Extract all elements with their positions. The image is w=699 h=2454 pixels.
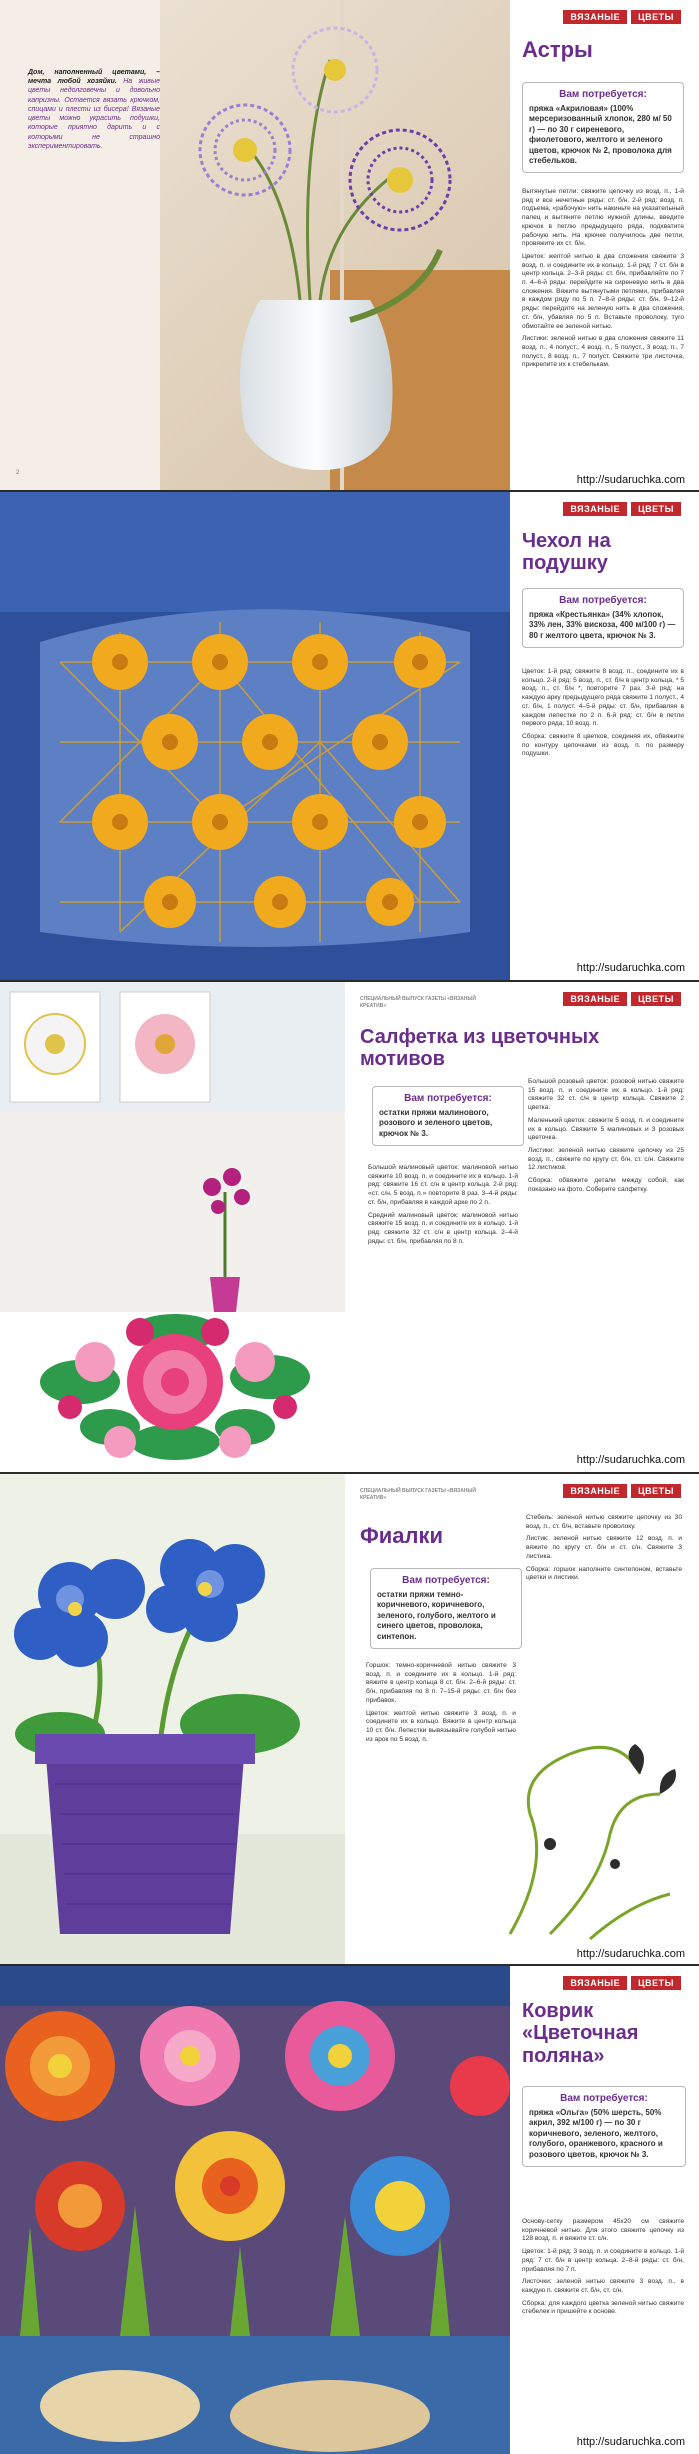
- materials-box: [372, 1086, 524, 1146]
- materials-body: остатки пряжи малинового, розового и зеленого цветов, крючок № 3.: [379, 1108, 493, 1138]
- violets-photo: [0, 1474, 345, 1964]
- instructions-left: [368, 1164, 518, 1250]
- page-title: Коврик «Цветочная поляна»: [522, 2000, 639, 2067]
- instruction-paragraph: Цветок: 1-й ряд: 3 возд. п. и соедините в кольцо. 1-й ряд: 7 ст. б/н в центр кольца. 2–8-й ряды: ст. б/н, прибавляя по 7 п.: [522, 2248, 684, 2273]
- instruction-paragraph: Вытянутые петли: свяжите цепочку из возд. п., 1-й ряд и все нечетные ряды: ст. б/н. 2-й ряд: возд. п. подъема, «рабочую» нить накиньте на указательный палец и вытяните петлю нужной длины, введите крючок в петлю предыдущего ряда, подхватите рабочую нить. На крючке получилось две петли, провяжите их ст. б/н.: [522, 188, 684, 248]
- materials-body: пряжа «Крестьянка» (34% хлопок, 33% лен, 33% вискоза, 400 м/100 г) — 80 г желтого цвета, крючок № 3.: [529, 610, 676, 640]
- materials-heading: Вам потребуется:: [559, 595, 647, 606]
- page-rug: [0, 1966, 699, 2454]
- magazine-line: СПЕЦИАЛЬНЫЙ ВЫПУСК ГАЗЕТЫ «ВЯЗАНЫЙ КРЕАТИВ»: [360, 996, 476, 1009]
- instruction-paragraph: Листик: зеленой нитью свяжите 12 возд. п. и вяжите по кругу ст. б/н и ст. с/н. Свяжите 3 листика.: [526, 1535, 682, 1560]
- intro-body: На живые цветы недолговечны и довольно капризны. Остается вязать крючком, спицами и плести из бисера! Вязаные цветы можно украсить подушки, которые приятно дарить и с которыми не страшно экспериментировать.: [28, 78, 160, 150]
- page-title: Астры: [522, 37, 593, 62]
- section-tag: ВЯЗАНЫЕ ЦВЕТЫ: [563, 1484, 681, 1498]
- materials-heading: Вам потребуется:: [559, 89, 647, 100]
- materials-heading: Вам потребуется:: [560, 2093, 648, 2104]
- instruction-paragraph: Листики: зеленой нитью свяжите цепочку из 25 возд. п., свяжите по кругу ст. б/н, ст. с/н. Свяжите 12 листиков.: [528, 1146, 684, 1172]
- source-url[interactable]: http://sudaruchka.com: [576, 962, 685, 974]
- materials-heading: Вам потребуется:: [404, 1093, 492, 1104]
- instruction-paragraph: Листики: зеленой нитью в два сложения свяжите 11 возд. п., 4 полуст., 4 возд. п., 5 полуст., 3 возд. п., 7 полуст., 8 возд. п., 7 полуст. Свяжите три листочка, прикрепите их к стебелькам.: [522, 335, 684, 369]
- materials-heading: Вам потребуется:: [402, 1575, 490, 1586]
- materials-box: [522, 588, 684, 648]
- page-title: Фиалки: [360, 1523, 444, 1548]
- section-tag: ВЯЗАНЫЕ ЦВЕТЫ: [563, 502, 681, 516]
- page-violets: [0, 1474, 699, 1964]
- magazine-line: СПЕЦИАЛЬНЫЙ ВЫПУСК ГАЗЕТЫ «ВЯЗАНЫЙ КРЕАТИВ»: [360, 1488, 476, 1501]
- instruction-paragraph: Листочки: зеленой нитью свяжите 3 возд. п., в каждую п. свяжите ст. б/н, ст. с/н.: [522, 2278, 684, 2294]
- instruction-paragraph: Сборка: свяжите 8 цветков, соединяя их, обвяжите по контуру цепочками из возд. п. по размеру подушки.: [522, 732, 684, 758]
- section-tag: ВЯЗАНЫЕ ЦВЕТЫ: [563, 10, 681, 24]
- instructions: [522, 188, 684, 374]
- instructions: [522, 668, 684, 763]
- source-url[interactable]: http://sudaruchka.com: [576, 1948, 685, 1960]
- section-tag: ВЯЗАНЫЕ ЦВЕТЫ: [563, 992, 681, 1006]
- instructions: [522, 2218, 684, 2321]
- materials-body: пряжа «Акриловая» (100% мерсеризованный хлопок, 280 м/ 50 г) — по 30 г сиреневого, фиолетового, желтого и зеленого цветов, крючок № 2, проволока для стебельков.: [529, 104, 672, 165]
- instructions-right: [526, 1514, 682, 1587]
- source-url[interactable]: http://sudaruchka.com: [576, 2436, 685, 2448]
- swirl-ornament: [490, 1714, 690, 1944]
- instruction-paragraph: Цветок: желтой нитью свяжите 3 возд. п. и соедините их в кольцо. Вяжите в центр кольца 10 ст. б/н. Лепестки вывязывайте голубой нитью из арок по 5 возд. п.: [366, 1709, 516, 1743]
- source-url[interactable]: http://sudaruchka.com: [576, 1454, 685, 1466]
- intro-title: Дом, наполненный цветами, – мечта любой хозяйки.: [28, 69, 160, 86]
- instructions-right: [528, 1078, 684, 1198]
- section-tag: ВЯЗАНЫЕ ЦВЕТЫ: [563, 1976, 681, 1990]
- instruction-paragraph: Большой малиновый цветок: малиновой нитью свяжите 10 возд. п. и соедините их в кольцо. 1-й ряд: свяжите 16 ст. с/н в центр кольца. 2-й ряд: «ст. с/н, 5 возд. п.» повторите 8 раз. 3–4-й ряды: ст. б/н, прибавляя в каждой арке по 2 п.: [368, 1164, 518, 1206]
- materials-body: остатки пряжи темно-коричневого, коричневого, зеленого, голубого, желтого и синего цветов, проволока, синтепон.: [377, 1590, 496, 1641]
- page-cushion: [0, 492, 699, 980]
- instruction-paragraph: Основу-сетку размером 45х20 см свяжите коричневой нитью. Для этого свяжите цепочку из 128 возд. п. и вяжите ст. с/н.: [522, 2218, 684, 2243]
- page-title: Чехол на подушку: [522, 530, 611, 575]
- doily-photo: [0, 982, 345, 1472]
- instruction-paragraph: Средний малиновый цветок: малиновой нитью свяжите 15 возд. п. и соедините их в кольцо. 1-й ряд: свяжите 32 ст. с/н в центр кольца. 2–4-й ряды: ст. б/н, прибавляя по 8 п.: [368, 1211, 518, 1245]
- page-title: Салфетка из цветочных мотивов: [360, 1026, 600, 1071]
- instruction-paragraph: Цветок: 1-й ряд: свяжите 8 возд. п., соедините их в кольцо. 2-й ряд: 5 возд. п., ст. б/н в центр кольца, * 5 возд. п., ст. б/н *, повторите 7 раз. 3-й ряд: на каждую арку предыдущего ряда свяжите 1 полуст., 4 ст. б/н, 1 полуст. 4–5-й ряды: ст. б/н, прибавляя в каждом лепестке по 2 п. 6-й ряд: ст. б/н в петли первого ряда, 10 возд. п.: [522, 668, 684, 728]
- cushion-photo: [0, 492, 510, 980]
- instruction-paragraph: Сборка: обвяжите детали между собой, как показано на фото. Соберите салфетку.: [528, 1177, 684, 1193]
- instruction-paragraph: Сборка: для каждого цветка зеленой нитью свяжите стебелек и пришейте к основе.: [522, 2299, 684, 2316]
- intro-text: [28, 68, 160, 155]
- materials-box: [370, 1568, 522, 1649]
- materials-box: [522, 2086, 686, 2167]
- page-asters: [0, 0, 699, 490]
- instruction-paragraph: Маленький цветок: свяжите 5 возд. п. и соедините их в кольцо. Свяжите 5 малиновых и 3 розовых цветочка.: [528, 1116, 684, 1142]
- instruction-paragraph: Большой розовый цветок: розовой нитью свяжите 15 возд. п. и соедините их в кольцо. 1-й ряд: свяжите 32 ст. с/н в центр кольца. Свяжите 2 цветка.: [528, 1078, 684, 1112]
- instruction-paragraph: Сборка: горшок наполните синтепоном, вставьте цветки и листики.: [526, 1565, 682, 1582]
- page-number: 2: [16, 470, 20, 476]
- instruction-paragraph: Стебель: зеленой нитью свяжите цепочку из 30 возд. п., ст. б/н, вставьте проволоку.: [526, 1514, 682, 1530]
- instruction-paragraph: Цветок: желтой нитью в два сложения свяжите 3 возд. п. и соедините их в кольцо. 1-й ряд: 7 ст. б/н в центр кольца. 2–3-й ряды: ст. б/н, прибавляйте по 7 п. 4–6-й ряды: перейдите на сиреневую нить в два сложения. Вяжите вытянутыми петлями, прибавляя в каждом ряду по 5 п. 7–8-й ряды: ст. б/н. 9–12-й ряды: перейдите на зеленую нить в два сложения, ст. б/н, убавляя по 5 п. Вставьте проволоку, туго обмотайте ее зеленой нитью.: [522, 252, 684, 330]
- materials-box: [522, 82, 684, 173]
- source-url[interactable]: http://sudaruchka.com: [576, 474, 685, 486]
- page-doily: [0, 982, 699, 1472]
- rug-photo: [0, 1966, 510, 2454]
- materials-body: пряжа «Ольга» (50% шерсть, 50% акрил, 392 м/100 г) — по 30 г коричневого, зеленого, желтого, голубого, оранжевого, красного и розового цветов, крючок № 3.: [529, 2108, 663, 2159]
- instruction-paragraph: Горшок: темно-коричневой нитью свяжите 3 возд. п. и соедините их в кольцо. 1-й ряд: вяжите в центр кольца 8 ст. б/н. 2–6-й ряды: ст. б/н, прибавляя по 8 п. 7–15-й ряды: ст. б/н без прибавок.: [366, 1662, 516, 1704]
